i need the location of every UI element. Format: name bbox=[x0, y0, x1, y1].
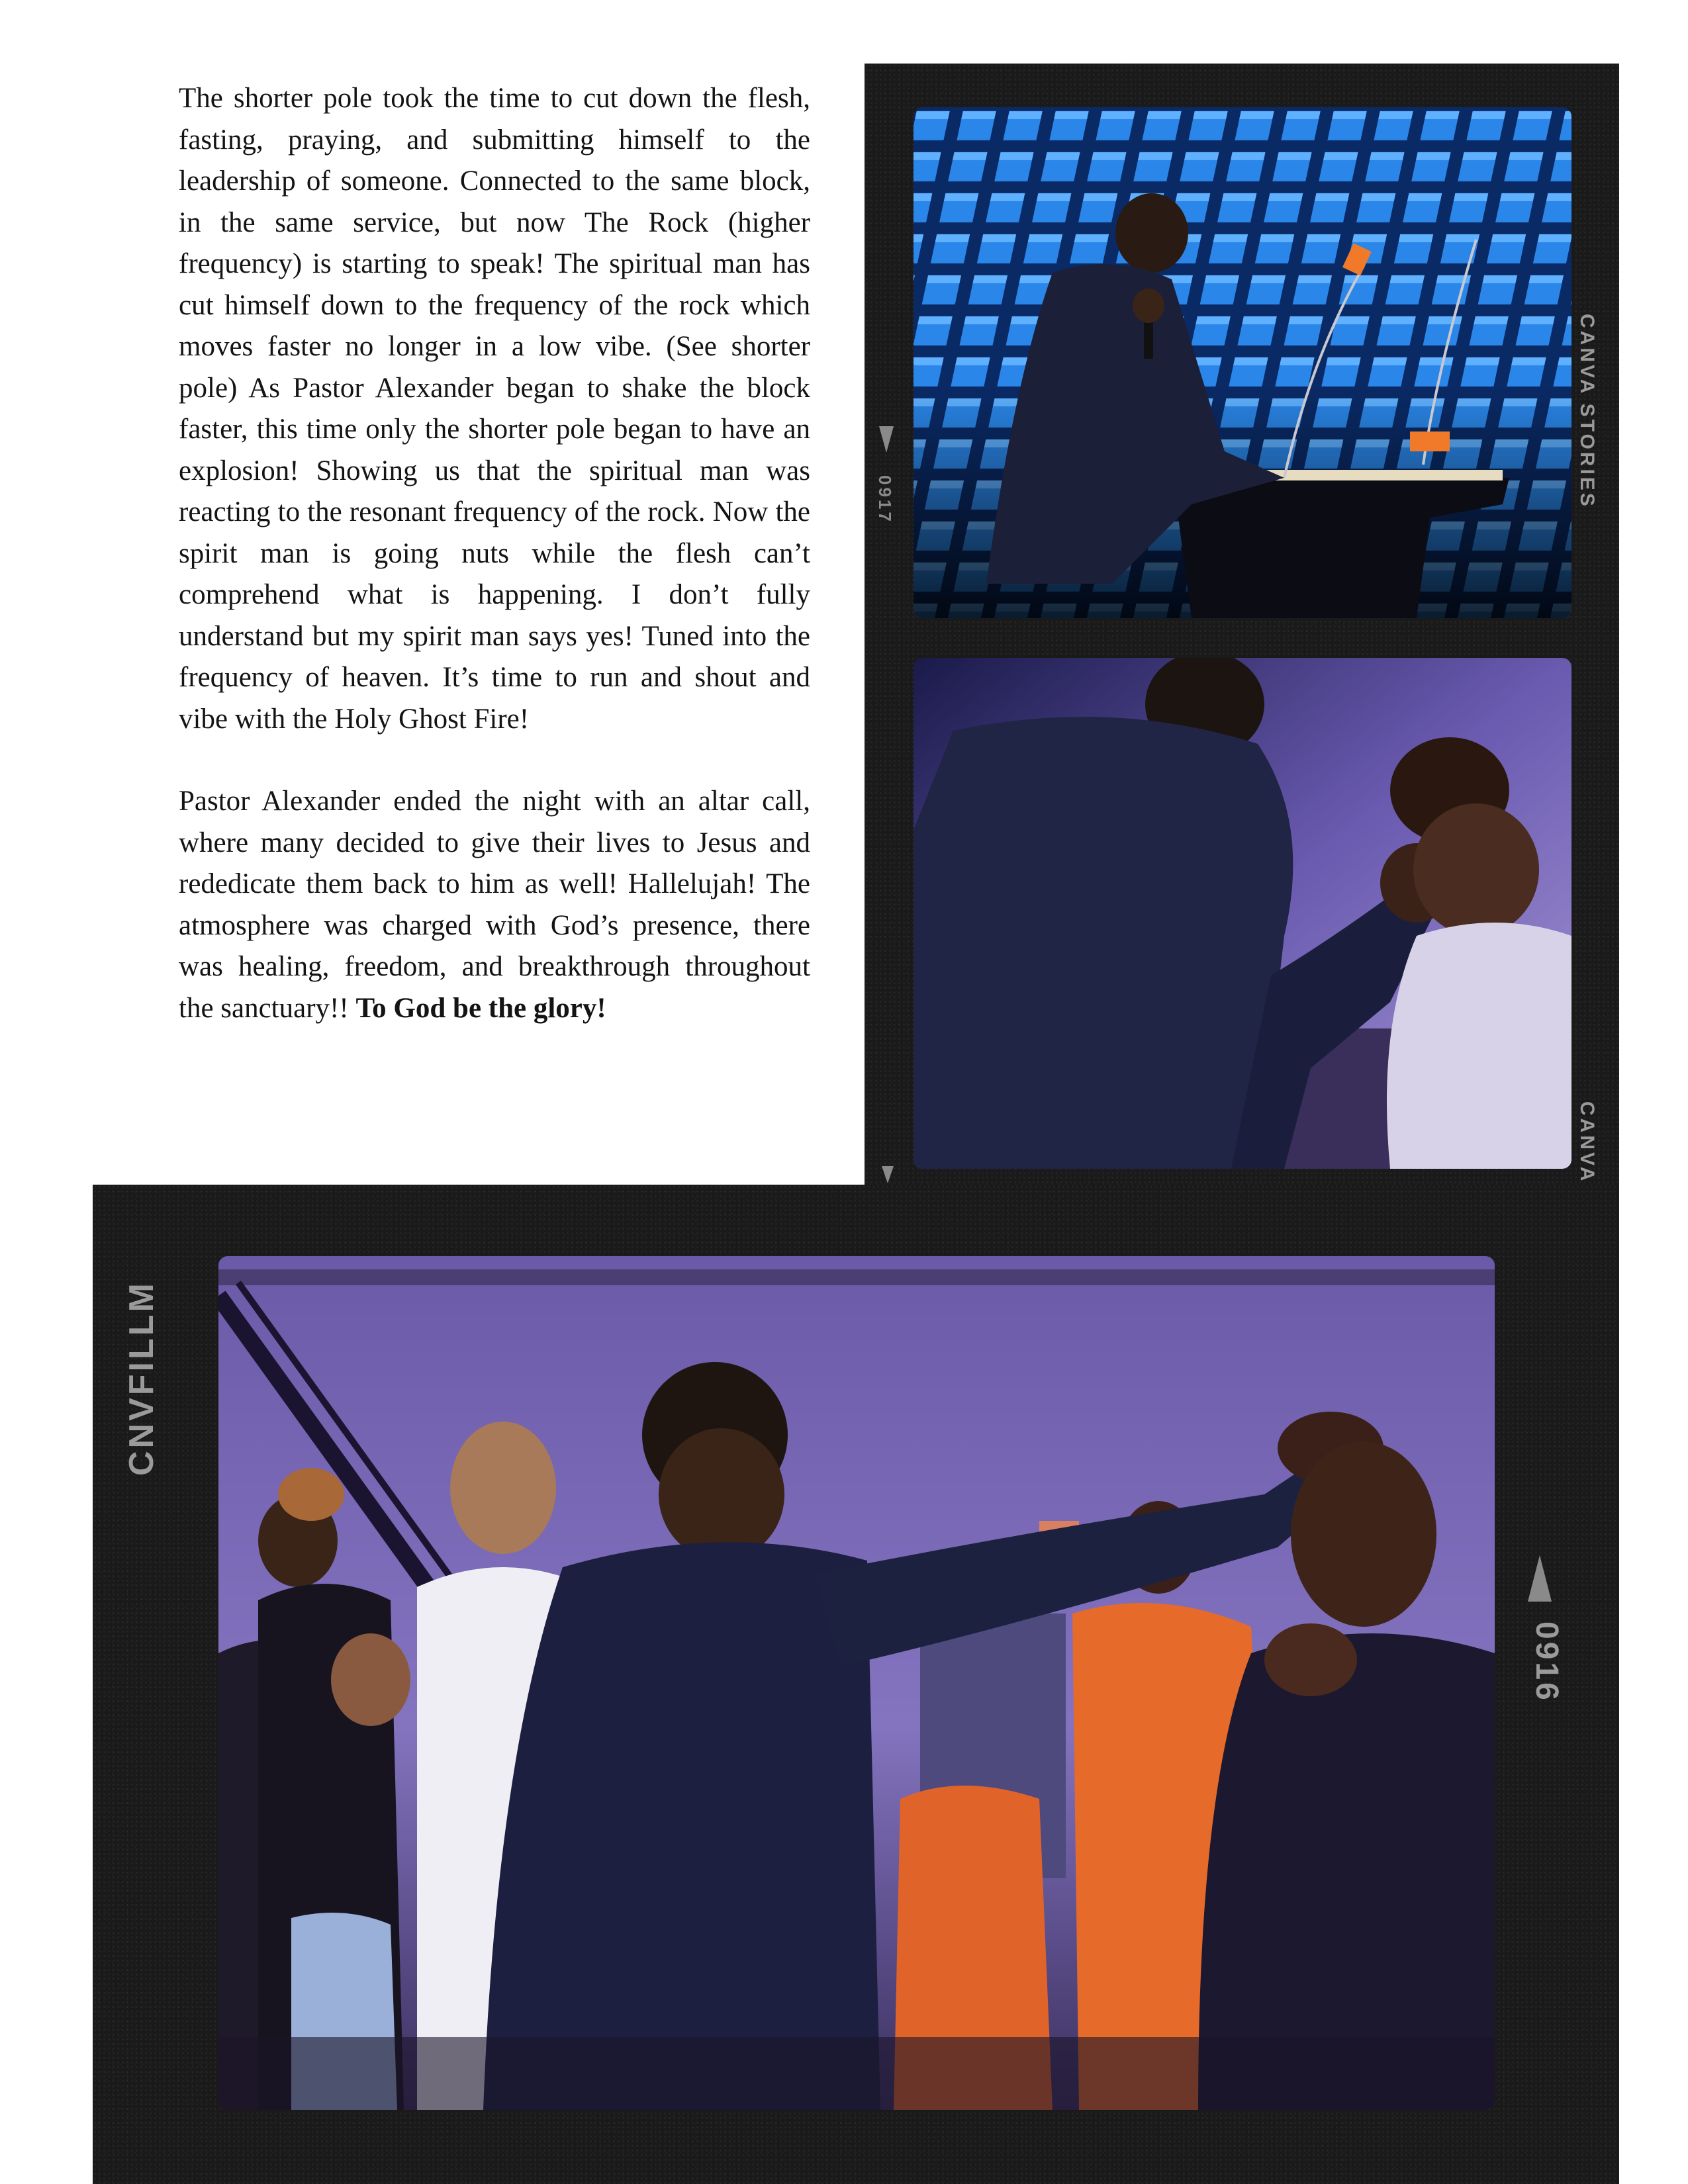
photo-prayer-over-woman-image bbox=[914, 658, 1571, 1169]
article-paragraph-1: The shorter pole took the time to cut down the flesh, fasting, praying, and submitting himself to the leadership of someone. Connected to the same block, in the same service, but now The Rock (higher frequency) is starting to speak! The spiritual man has cut himself down to the frequency of the rock which moves faster no longer in a low vibe. (See shorter pole) As Pastor Alexander began to shake the block faster, this time only the shorter pole began to have an explosion! Showing us that the spiritual man was reacting to the resonant frequency of the rock. Now the spirit man is going nuts while the flesh can’t comprehend what is happening. I don’t fully understand but my spirit man says yes! Tuned into the frequency of heaven. It’s time to run and shout and vibe with the Holy Ghost Fire! bbox=[179, 83, 810, 735]
photo-pastor-preaching-image bbox=[914, 107, 1571, 618]
film-arrow-icon bbox=[879, 426, 894, 453]
photo-altar-call bbox=[218, 1256, 1495, 2110]
closing-exclamation: To God be the glory! bbox=[355, 992, 606, 1024]
film-arrow-icon bbox=[882, 1166, 894, 1183]
article-paragraph-2-text: Pastor Alexander ended the night with an altar call, where many decided to give their lives to Jesus and rededicate them back to him as well! Hallelujah! The atmosphere was charged with God’s presence, there was healing, freedom, and breakthrough throughout the sanctuary!! bbox=[179, 786, 810, 1024]
film-brand-label: CANVA STORIES bbox=[1576, 314, 1598, 509]
film-brand-label: CNVFILLM bbox=[122, 1281, 161, 1476]
photo-altar-call-image bbox=[218, 1256, 1495, 2110]
film-frame-number: 0916 bbox=[1529, 1621, 1564, 1703]
article-body bbox=[179, 78, 810, 1029]
film-arrow-icon bbox=[1528, 1555, 1552, 1602]
film-brand-label-short: CANVA bbox=[1576, 1101, 1598, 1184]
film-frame-number: 0917 bbox=[875, 475, 895, 524]
article-paragraph-2 bbox=[179, 781, 810, 1029]
photo-prayer-over-woman bbox=[914, 658, 1571, 1169]
photo-pastor-preaching bbox=[914, 107, 1571, 618]
